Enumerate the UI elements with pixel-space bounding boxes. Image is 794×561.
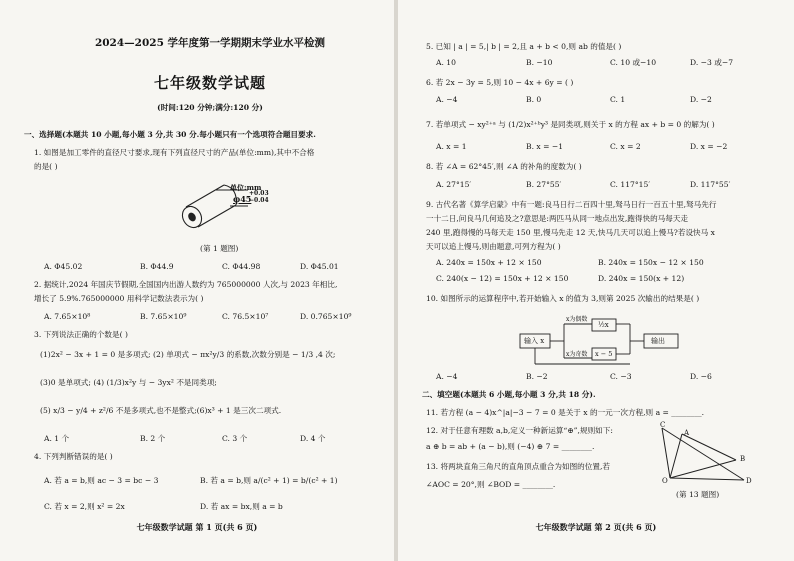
q10-text: 10. 如图所示的运算程序中,若开始输入 x 的值为 3,则第 2025 次输出的结果是( ) xyxy=(426,294,700,303)
q2-option-a: A. 7.65×10⁸ xyxy=(44,312,91,321)
q1-option-a: A. Φ45.02 xyxy=(44,262,83,271)
fig1-dimension: φ45 xyxy=(233,194,252,204)
fig1-unit-label: 单位:mm xyxy=(230,183,262,192)
q10-option-c: C. −3 xyxy=(610,372,632,381)
q3-option-a: A. 1 个 xyxy=(44,434,70,443)
q9-option-c: C. 240(x − 12) = 150x + 12 × 150 xyxy=(436,274,569,283)
q10-flowchart xyxy=(518,318,708,368)
q9-text: 9. 古代名著《算学启蒙》中有一题:良马日行二百四十里,驽马日行一百五十里,驽马先行 xyxy=(426,200,717,209)
page-2-footer: 七年级数学试题 第 2 页(共 6 页) xyxy=(535,522,657,532)
time-note: (时间:120 分钟;满分:120 分) xyxy=(157,103,263,112)
q7-text: 7. 若单项式 − xy²⁺ᵃ 与 (1/2)x²⁺ᵇy³ 是同类项,则关于 x 的方程 ax + b = 0 的解为( ) xyxy=(426,120,715,129)
q3-statement-3-4: (3)0 是单项式; (4) (1/3)x²y 与 − 3yx² 不是同类项; xyxy=(40,378,217,387)
q7-option-c: C. x = 2 xyxy=(610,142,641,151)
q6-option-d: D. −2 xyxy=(690,95,712,104)
header-title: 2024—2025 学年度第一学期期末学业水平检测 xyxy=(94,37,326,49)
fig13-triangles-diagram xyxy=(656,424,766,484)
flow-minus-box: x − 5 xyxy=(595,350,613,358)
flow-output-box: 输出 xyxy=(651,337,665,345)
q5-option-b: B. −10 xyxy=(526,58,553,67)
q7-option-a: A. x = 1 xyxy=(436,142,467,151)
q6-text: 6. 若 2x − 3y = 5,则 10 − 4x + 6y = ( ) xyxy=(426,78,574,87)
q1-option-b: B. Φ44.9 xyxy=(140,262,174,271)
fig13-label-c: C xyxy=(660,421,666,429)
q10-option-d: D. −6 xyxy=(690,372,712,381)
page-2 xyxy=(398,0,794,561)
q5-text: 5. 已知 | a | = 5,| b | = 2,且 a + b < 0,则 ab 的值是( ) xyxy=(426,42,622,51)
q8-text: 8. 若 ∠A = 62°45′,则 ∠A 的补角的度数为( ) xyxy=(426,162,582,171)
q6-option-a: A. −4 xyxy=(436,95,458,104)
q9-option-d: D. 240x = 150(x + 12) xyxy=(598,274,685,283)
flow-branch-odd-label: x为奇数 xyxy=(566,351,588,358)
q9-text-2: 一十二日,问良马几何追及之?意思是:两匹马从同一地点出发,跑得快的马每天走 xyxy=(426,214,689,223)
fig13-label-b: B xyxy=(740,455,746,463)
q4-option-d: D. 若 ax = bx,则 a = b xyxy=(200,502,283,511)
q9-option-b: B. 240x = 150x − 12 × 150 xyxy=(598,258,704,267)
q9-text-4: 天可以追上慢马,则由题意,可列方程为( ) xyxy=(426,242,561,251)
main-title: 七年级数学试题 xyxy=(153,74,266,92)
q2-option-b: B. 7.65×10⁹ xyxy=(140,312,187,321)
q6-option-c: C. 1 xyxy=(610,95,626,104)
q3-text: 3. 下列说法正确的个数是( ) xyxy=(34,330,128,339)
fig13-caption: (第 13 题图) xyxy=(676,490,720,499)
q8-option-d: D. 117°55′ xyxy=(690,180,731,189)
q10-option-a: A. −4 xyxy=(436,372,458,381)
q12-text: 12. 对于任意有理数 a,b,定义一种新运算“⊕”,规则如下: xyxy=(426,426,613,435)
q4-option-c: C. 若 x = 2,则 x² = 2x xyxy=(44,502,125,511)
q7-option-b: B. x = −1 xyxy=(526,142,564,151)
fig13-label-d: D xyxy=(746,477,752,485)
q8-option-c: C. 117°15′ xyxy=(610,180,651,189)
q2-text-2: 增长了 5.9%.765000000 用科学记数法表示为( ) xyxy=(34,294,204,303)
q6-option-b: B. 0 xyxy=(526,95,542,104)
q5-option-d: D. −3 或−7 xyxy=(690,58,734,67)
q3-option-c: C. 3 个 xyxy=(222,434,248,443)
page-1 xyxy=(0,0,394,561)
q2-option-d: D. 0.765×10⁹ xyxy=(300,312,352,321)
fig1-tolerance-upper: +0.03 xyxy=(249,190,269,197)
q7-option-d: D. x = −2 xyxy=(690,142,728,151)
q13-text-2: ∠AOC = 20°,则 ∠BOD = ________. xyxy=(426,480,556,489)
q8-option-a: A. 27°15′ xyxy=(436,180,472,189)
q9-option-a: A. 240x = 150x + 12 × 150 xyxy=(436,258,542,267)
q13-text: 13. 将两块直角三角尺的直角顶点重合为如图的位置,若 xyxy=(426,462,610,471)
q12-text-2: a ⊕ b = ab + (a − b),则 (−4) ⊕ 7 = ________. xyxy=(426,442,595,451)
q11-text: 11. 若方程 (a − 4)x^|a|−3 − 7 = 0 是关于 x 的一元一次方程,则 a = ________. xyxy=(426,408,705,417)
fig1-tolerance-lower: −0.04 xyxy=(249,197,269,204)
q10-option-b: B. −2 xyxy=(526,372,548,381)
q5-option-c: C. 10 或−10 xyxy=(610,58,657,67)
q3-statement-1-2: (1)2x² − 3x + 1 = 0 是多项式; (2) 单项式 − πx²y/3 的系数,次数分别是 − 1/3 ,4 次; xyxy=(40,350,336,359)
q2-option-c: C. 76.5×10⁷ xyxy=(222,312,269,321)
q3-option-d: D. 4 个 xyxy=(300,434,326,443)
q3-option-b: B. 2 个 xyxy=(140,434,166,443)
q1-text-2: 的是( ) xyxy=(34,162,58,171)
q8-option-b: B. 27°55′ xyxy=(526,180,562,189)
fig1-caption: (第 1 题图) xyxy=(200,244,239,253)
q4-text: 4. 下列判断错误的是( ) xyxy=(34,452,113,461)
fig13-label-a: A xyxy=(684,429,690,437)
q4-option-a: A. 若 a = b,则 ac − 3 = bc − 3 xyxy=(44,476,159,485)
section-1-heading: 一、选择题(本题共 10 小题,每小题 3 分,共 30 分.每小题只有一个选项符合题目要求. xyxy=(24,130,316,139)
fig13-label-o: O xyxy=(662,477,668,485)
q4-option-b: B. 若 a = b,则 a/(c² + 1) = b/(c² + 1) xyxy=(200,476,338,485)
section-2-heading: 二、填空题(本题共 6 小题,每小题 3 分,共 18 分). xyxy=(422,390,596,399)
q2-text: 2. 据统计,2024 年国庆节假期,全国国内出游人数约为 765000000 人次,与 2023 年相比, xyxy=(34,280,338,289)
page-1-footer: 七年级数学试题 第 1 页(共 6 页) xyxy=(136,522,258,532)
flow-branch-even-label: x为偶数 xyxy=(566,316,588,323)
q1-text: 1. 如图是加工零件的直径尺寸要求,现有下列直径尺寸的产品(单位:mm),其中不合格 xyxy=(34,148,315,157)
flow-input-box: 输入 x xyxy=(524,337,545,345)
q9-text-3: 240 里,跑得慢的马每天走 150 里,慢马先走 12 天,快马几天可以追上慢马?若设快马 x xyxy=(426,228,715,237)
q1-option-c: C. Φ44.98 xyxy=(222,262,261,271)
q5-option-a: A. 10 xyxy=(436,58,456,67)
q3-statement-5-6: (5) x/3 − y/4 + z²/6 不是多项式,也不是整式;(6)x³ + 1 是三次二项式. xyxy=(40,406,282,415)
flow-half-box: ½x xyxy=(598,321,609,329)
q1-option-d: D. Φ45.01 xyxy=(300,262,339,271)
